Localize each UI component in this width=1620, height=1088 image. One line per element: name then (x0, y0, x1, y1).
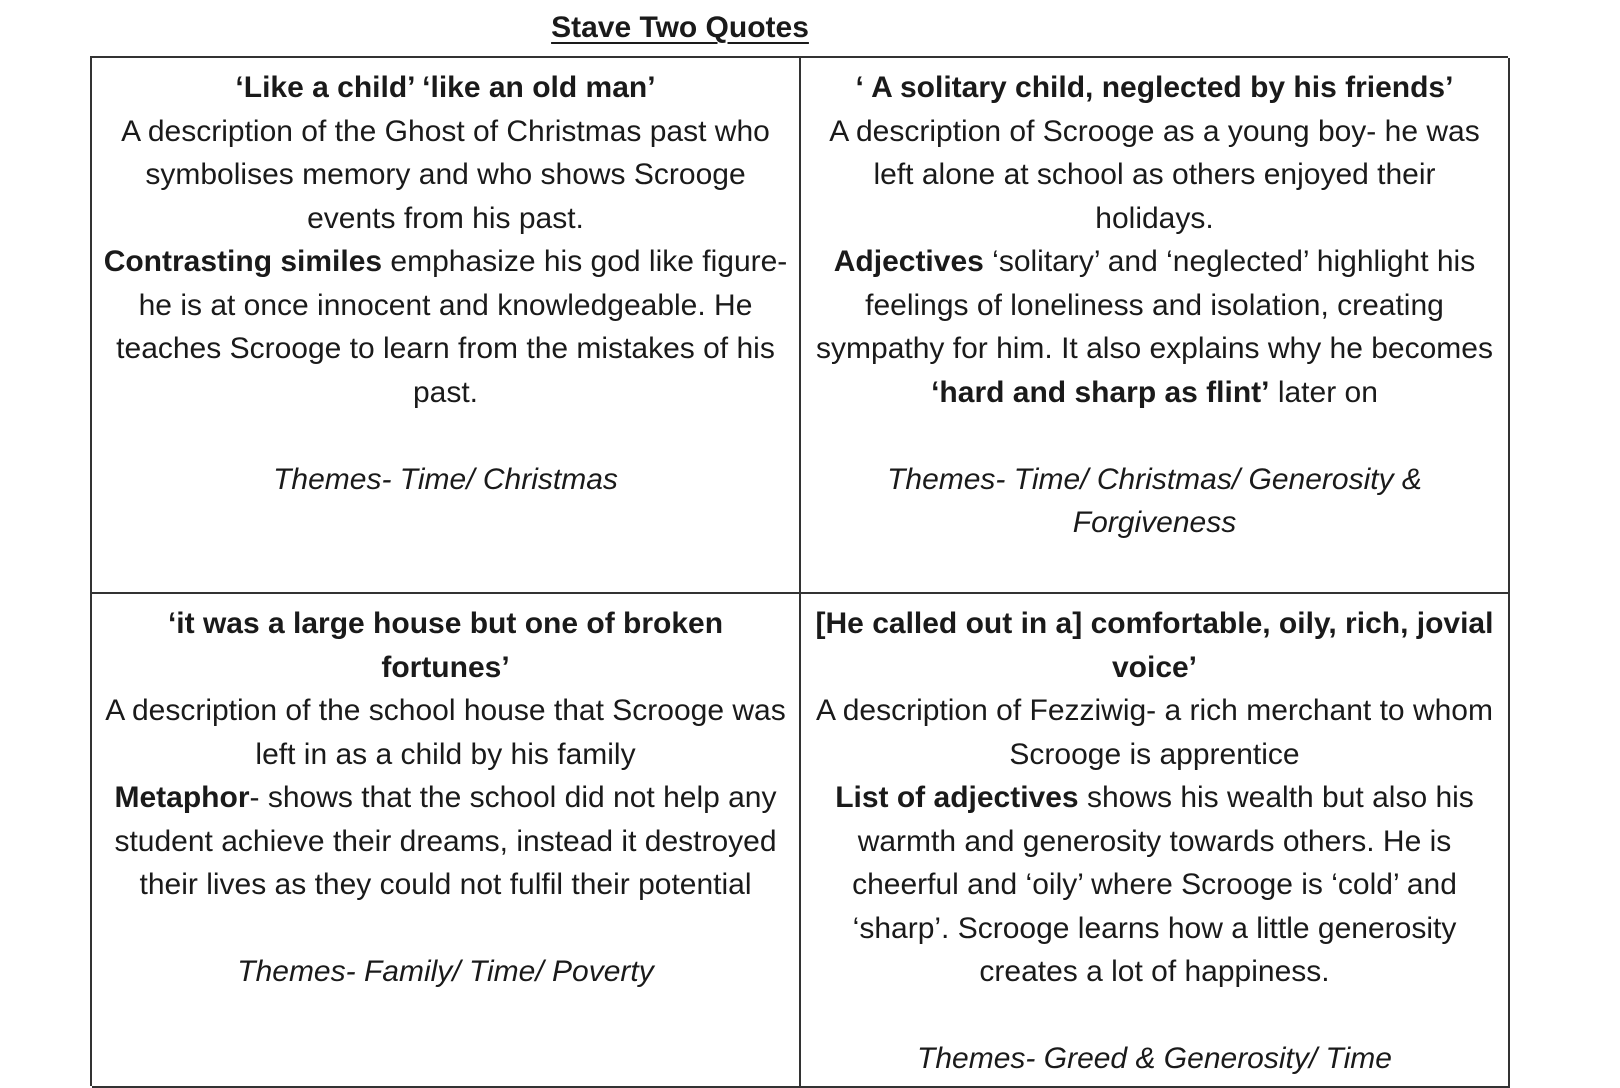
quote-text: ‘it was a large house but one of broken fortunes’ (167, 607, 724, 684)
quote-description: A description of Scrooge as a young boy- he was left alone at school as others enjoyed their holidays. (829, 114, 1480, 235)
quote-text: ‘Like a child’ ‘like an old man’ (235, 71, 656, 104)
quote-themes: Themes- Time/ Christmas/ Generosity & Forgiveness (887, 462, 1422, 539)
quote-text: [He called out in a] comfortable, oily, rich, jovial voice’ (815, 607, 1494, 684)
analysis-text: ‘solitary’ and ‘neglected’ highlight his feelings of loneliness and isolation, creating sympathy for him. It also explains why he becomes (816, 245, 1493, 365)
quote-description: A description of the school house that Scrooge was left in as a child by his family (105, 694, 786, 771)
quote-description: A description of the Ghost of Christmas past who symbolises memory and who shows Scrooge events from his past. (121, 114, 770, 235)
quote-cell-large-house (92, 594, 801, 1088)
page-title: Stave Two Quotes (551, 11, 809, 44)
quote-cell-jovial-voice (801, 594, 1510, 1088)
quote-themes: Themes- Family/ Time/ Poverty (237, 955, 654, 988)
quote-table (90, 56, 1508, 1086)
analysis-text-end: later on (1269, 375, 1378, 409)
technique-label: Adjectives (833, 245, 984, 278)
quote-themes: Themes- Greed & Generosity/ Time (917, 1042, 1392, 1075)
quote-text: ‘ A solitary child, neglected by his friends’ (855, 71, 1454, 104)
quote-analysis (102, 776, 789, 907)
analysis-text: - shows that the school did not help any student achieve their dreams, instead it destroyed their lives as they could not fulfil their potential (114, 781, 777, 901)
quote-analysis (811, 776, 1498, 994)
quote-cell-child-old-man (92, 58, 801, 594)
technique-label: Contrasting similes (103, 245, 383, 278)
quote-description: A description of Fezziwig- a rich merchant to whom Scrooge is apprentice (816, 694, 1493, 771)
quote-themes: Themes- Time/ Christmas (273, 462, 618, 496)
analysis-text: shows his wealth but also his warmth and generosity towards others. He is cheerful and ‘oily’ where Scrooge is ‘cold’ and ‘sharp’. Scrooge learns how a little generosity creates a lot of happiness. (852, 781, 1474, 988)
quote-analysis (102, 240, 789, 414)
quote-analysis (811, 240, 1498, 414)
technique-label: List of adjectives (835, 781, 1079, 814)
analysis-text: emphasize his god like figure- he is at once innocent and knowledgeable. He teaches Scrooge to learn from the mistakes of his past. (116, 245, 788, 409)
quote-cell-solitary-child (801, 58, 1510, 594)
analysis-quote: ‘hard and sharp as flint’ (931, 375, 1270, 409)
technique-label: Metaphor (114, 781, 250, 814)
